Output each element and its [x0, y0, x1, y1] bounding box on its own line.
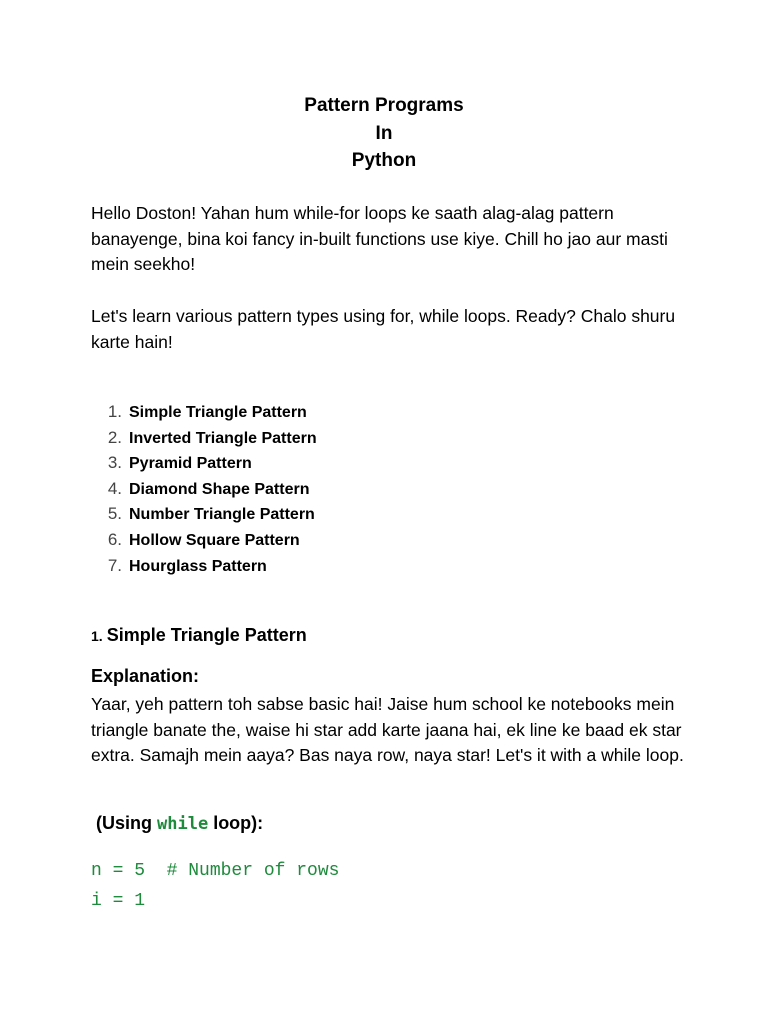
toc-item [91, 527, 491, 553]
title-line-2: In [375, 122, 393, 144]
explanation-label: Explanation: [91, 666, 200, 686]
loop-type-suffix: loop): [208, 813, 264, 833]
document-title [0, 92, 768, 175]
toc-label: Pyramid Pattern [129, 455, 252, 473]
toc-label: Hollow Square Pattern [129, 531, 300, 549]
toc-label: Number Triangle Pattern [129, 506, 315, 524]
explanation-text: Yaar, yeh pattern toh sabse basic hai! Jaise hum school ke notebooks mein triangle banate the, waise hi star add karte jaana hai, ek line ke baad ek star extra. Samajh mein aaya? Bas naya row, naya star! Let's it with a while loop. [91, 694, 684, 765]
toc-label: Simple Triangle Pattern [129, 404, 307, 421]
table-of-contents [91, 399, 491, 578]
toc-item [91, 399, 491, 425]
toc-number: 6. [107, 529, 122, 549]
toc-label: Inverted Triangle Pattern [129, 429, 317, 447]
toc-number: 1. [107, 402, 122, 421]
loop-type-heading [96, 813, 263, 834]
code-line: n = 5 # Number of rows [91, 861, 340, 881]
toc-item [91, 476, 491, 502]
toc-label: Hourglass Pattern [129, 557, 267, 575]
toc-item [91, 553, 491, 579]
loop-type-prefix: (Using [96, 813, 157, 833]
intro-paragraph-2: Let's learn various pattern types using for, while loops. Ready? Chalo shuru karte hain! [91, 306, 676, 352]
toc-number: 2. [107, 427, 122, 447]
toc-number: 4. [107, 478, 122, 498]
toc-item [91, 450, 491, 476]
loop-keyword: while [157, 814, 209, 834]
toc-number: 5. [107, 504, 122, 524]
section-title: Simple Triangle Pattern [106, 625, 307, 645]
toc-item [91, 425, 491, 451]
toc-label: Diamond Shape Pattern [129, 480, 310, 498]
intro-paragraph-1: Hello Doston! Yahan hum while-for loops ke saath alag-alag pattern banayenge, bina koi fancy in-built functions use kiye. Chill ho jao aur masti mein seekho! [91, 203, 668, 274]
section-number: 1. [91, 628, 103, 644]
section-heading [91, 625, 307, 646]
code-block [91, 856, 339, 916]
toc-number: 3. [107, 453, 122, 473]
toc-item [91, 501, 491, 527]
code-line: i = 1 [91, 891, 146, 911]
title-line-3: Python [351, 150, 417, 171]
toc-number: 7. [107, 555, 122, 575]
title-line-1: Pattern Programs [304, 95, 464, 116]
